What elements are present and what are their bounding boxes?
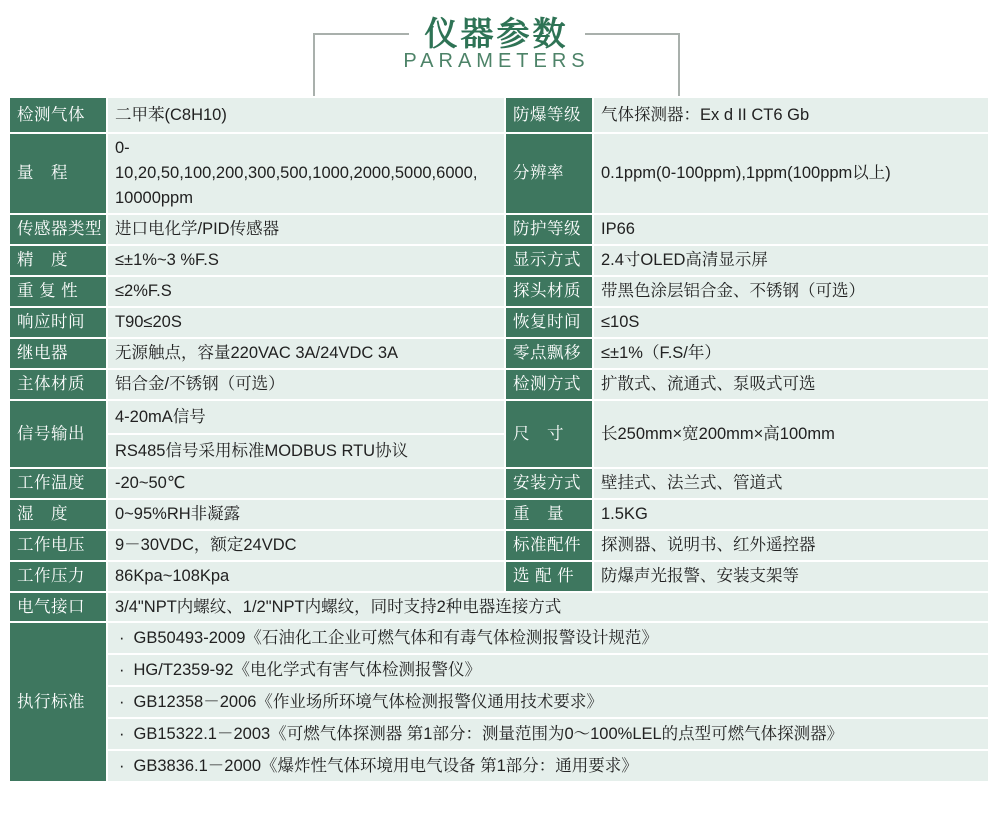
spec-row [9, 499, 989, 530]
value-detection-mode: 扩散式、流通式、泵吸式可选 [593, 369, 989, 400]
value-resolution: 0.1ppm(0-100ppm),1ppm(100ppm以上) [593, 133, 989, 214]
spec-row [9, 561, 989, 592]
label-probe-material: 探头材质 [505, 276, 593, 307]
label-voltage: 工作电压 [9, 530, 107, 561]
label-sensor-type: 传感器类型 [9, 214, 107, 245]
spec-row [9, 750, 989, 782]
label-work-temp: 工作温度 [9, 468, 107, 499]
label-accuracy: 精 度 [9, 245, 107, 276]
spec-row [9, 245, 989, 276]
value-recovery-time: ≤10S [593, 307, 989, 338]
label-standards: 执行标准 [9, 622, 107, 782]
label-display: 显示方式 [505, 245, 593, 276]
value-work-temp: -20~50℃ [107, 468, 505, 499]
spec-row [9, 214, 989, 245]
value-range [107, 133, 505, 214]
value-standard-1 [107, 622, 989, 654]
spec-row [9, 686, 989, 718]
value-body-material: 铝合金/不锈钢（可选） [107, 369, 505, 400]
value-voltage: 9－30VDC，额定24VDC [107, 530, 505, 561]
label-repeatability: 重 复 性 [9, 276, 107, 307]
value-protection: IP66 [593, 214, 989, 245]
label-dimensions: 尺 寸 [505, 400, 593, 468]
label-response-time: 响应时间 [9, 307, 107, 338]
label-range: 量 程 [9, 133, 107, 214]
spec-row [9, 338, 989, 369]
label-signal-output: 信号输出 [9, 400, 107, 468]
label-detect-gas: 检测气体 [9, 97, 107, 133]
label-std-accessories: 标准配件 [505, 530, 593, 561]
value-accuracy: ≤±1%~3 %F.S [107, 245, 505, 276]
label-protection: 防护等级 [505, 214, 593, 245]
bullet-icon: · [119, 724, 125, 743]
value-response-time: T90≤20S [107, 307, 505, 338]
spec-row [9, 530, 989, 561]
value-electrical-port: 3/4"NPT内螺纹、1/2"NPT内螺纹，同时支持2种电器连接方式 [107, 592, 989, 622]
label-weight: 重 量 [505, 499, 593, 530]
spec-row [9, 592, 989, 622]
spec-row [9, 622, 989, 654]
spec-row [9, 400, 989, 434]
spec-row [9, 468, 989, 499]
spec-row [9, 654, 989, 686]
page-subtitle: PARAMETERS [403, 50, 590, 72]
label-zero-drift: 零点飘移 [505, 338, 593, 369]
spec-row [9, 307, 989, 338]
label-opt-accessories: 选 配 件 [505, 561, 593, 592]
value-sensor-type: 进口电化学/PID传感器 [107, 214, 505, 245]
label-electrical-port: 电气接口 [9, 592, 107, 622]
title-frame [313, 15, 680, 96]
label-relay: 继电器 [9, 338, 107, 369]
standard-item: GB15322.1－2003《可燃气体探测器 第1部分：测量范围为0～100%LEL的点型可燃气体探测器》 [133, 724, 844, 743]
standard-item: GB50493-2009《石油化工企业可燃气体和有毒气体检测报警设计规范》 [133, 628, 658, 647]
label-body-material: 主体材质 [9, 369, 107, 400]
bullet-icon: · [119, 692, 125, 711]
value-explosion-proof: 气体探测器：Ex d II CT6 Gb [593, 97, 989, 133]
value-relay: 无源触点，容量220VAC 3A/24VDC 3A [107, 338, 505, 369]
value-display: 2.4寸OLED高清显示屏 [593, 245, 989, 276]
bullet-icon: · [119, 756, 125, 775]
label-recovery-time: 恢复时间 [505, 307, 593, 338]
spec-row [9, 276, 989, 307]
value-standard-5 [107, 750, 989, 782]
value-dimensions: 长250mm×宽200mm×高100mm [593, 400, 989, 468]
value-opt-accessories: 防爆声光报警、安装支架等 [593, 561, 989, 592]
range-line-3: 10000ppm [115, 189, 193, 207]
value-standard-4 [107, 718, 989, 750]
standard-item: GB12358－2006《作业场所环境气体检测报警仪通用技术要求》 [133, 692, 603, 711]
value-weight: 1.5KG [593, 499, 989, 530]
value-detect-gas: 二甲苯(C8H10) [107, 97, 505, 133]
value-std-accessories: 探测器、说明书、红外遥控器 [593, 530, 989, 561]
value-standard-3 [107, 686, 989, 718]
value-repeatability: ≤2%F.S [107, 276, 505, 307]
bullet-icon: · [119, 628, 125, 647]
label-resolution: 分辨率 [505, 133, 593, 214]
standard-item: GB3836.1－2000《爆炸性气体环境用电气设备 第1部分：通用要求》 [133, 756, 638, 775]
value-signal-output-2: RS485信号采用标准MODBUS RTU协议 [107, 434, 505, 468]
value-humidity: 0~95%RH非凝露 [107, 499, 505, 530]
value-standard-2 [107, 654, 989, 686]
range-line-1: 0- [115, 139, 130, 157]
spec-row [9, 97, 989, 133]
range-line-2: 10,20,50,100,200,300,500,1000,2000,5000,6000, [115, 164, 478, 182]
label-install: 安装方式 [505, 468, 593, 499]
page-title: 仪器参数 [409, 13, 585, 55]
standard-item: HG/T2359-92《电化学式有害气体检测报警仪》 [133, 660, 481, 679]
value-zero-drift: ≤±1%（F.S/年） [593, 338, 989, 369]
label-pressure: 工作压力 [9, 561, 107, 592]
spec-row [9, 133, 989, 214]
label-explosion-proof: 防爆等级 [505, 97, 593, 133]
value-signal-output-1: 4-20mA信号 [107, 400, 505, 434]
spec-table [8, 96, 990, 783]
spec-row [9, 369, 989, 400]
value-probe-material: 带黑色涂层铝合金、不锈钢（可选） [593, 276, 989, 307]
label-detection-mode: 检测方式 [505, 369, 593, 400]
label-humidity: 湿 度 [9, 499, 107, 530]
bullet-icon: · [119, 660, 125, 679]
value-install: 壁挂式、法兰式、管道式 [593, 468, 989, 499]
value-pressure: 86Kpa~108Kpa [107, 561, 505, 592]
spec-row [9, 718, 989, 750]
